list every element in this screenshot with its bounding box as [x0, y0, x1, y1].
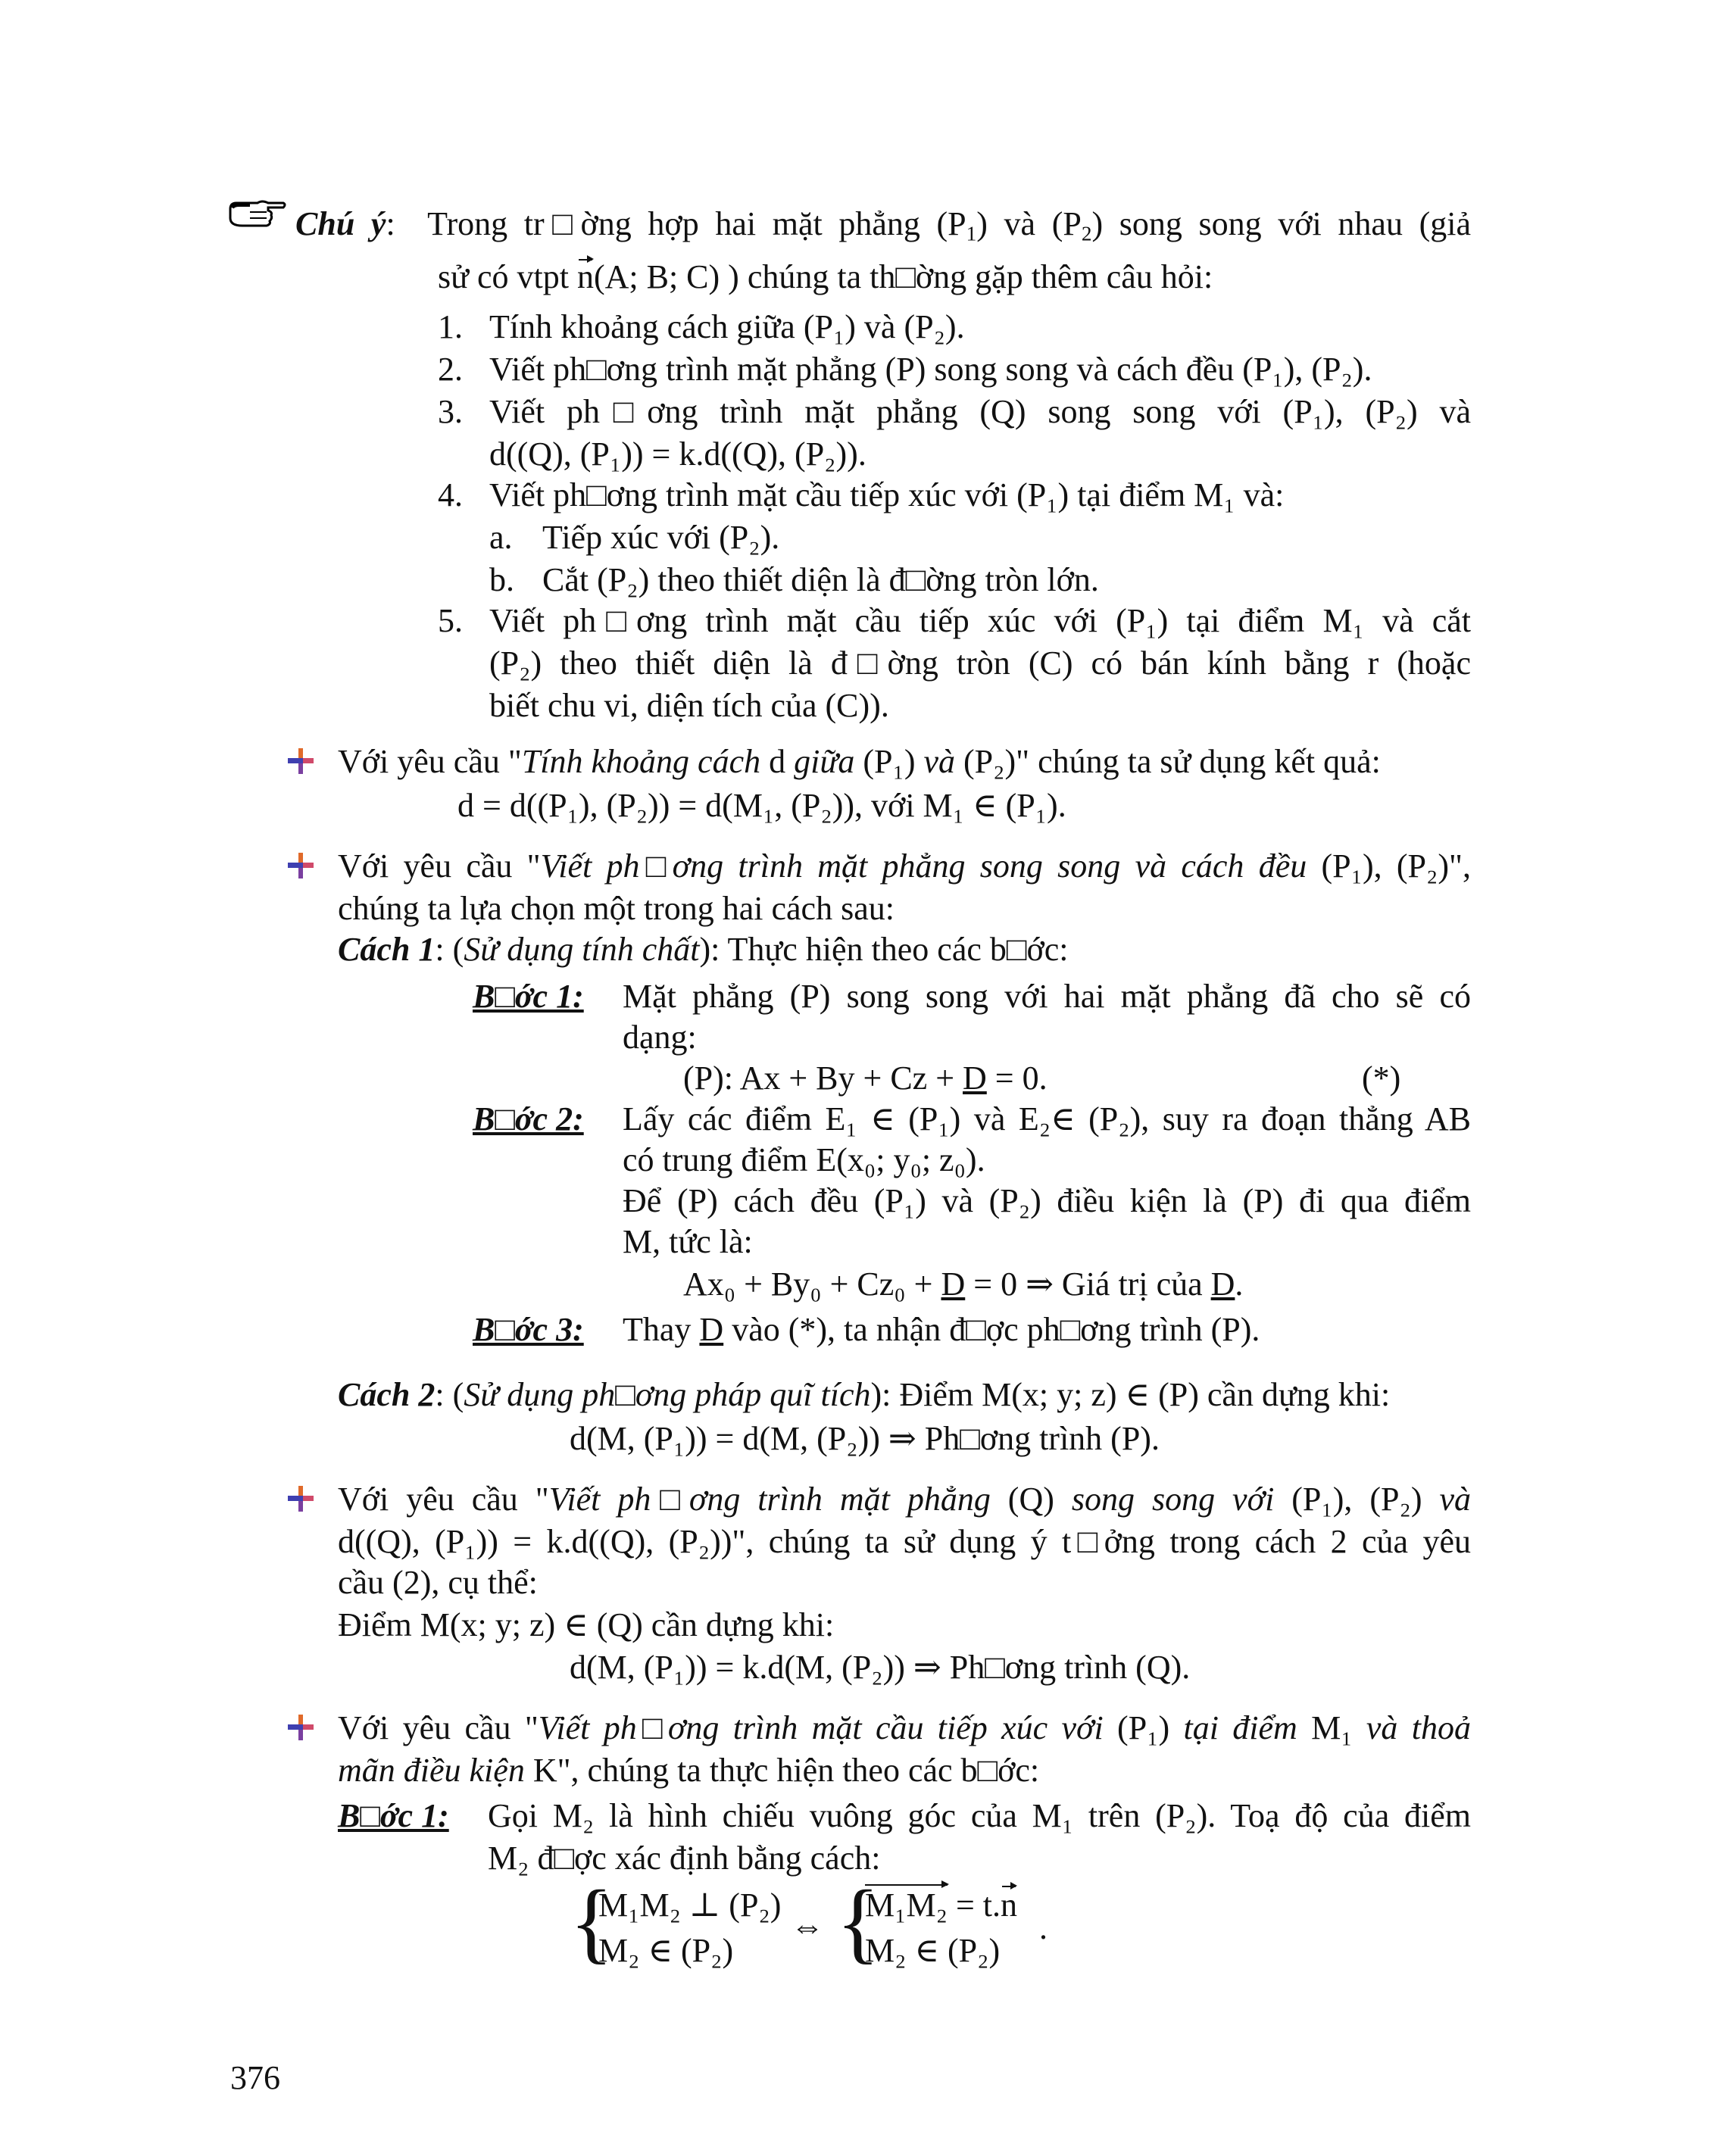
bullet-icon: [286, 1484, 315, 1513]
step-2-line-4: M, tức là:: [623, 1223, 753, 1260]
step-1-label: B□ớc 1:: [473, 978, 584, 1015]
normal-vector: n: [1001, 1883, 1017, 1928]
step-1-line-2: dạng:: [623, 1019, 697, 1056]
note-line-1: Chú ý: Trong tr□ờng hợp hai mặt phẳng $(P_1)$ và $(P_2)$ song song với nhau (giả: [295, 205, 1471, 245]
note-line-2: sử có vtpt n(A; B; C) ) chúng ta th□ờng gặp thêm câu hỏi:: [438, 256, 1213, 298]
section-3-line-2: d((Q), (P₁)) = k.d((Q), (P₂))", chúng ta sử dụng ý t□ởng trong cách 2 của yêu: [338, 1523, 1471, 1560]
list-item-5-line-1: Viết ph□ơng trình mặt cầu tiếp xúc với (P₁) tại điểm M₁ và cắt: [489, 602, 1471, 639]
list-number-2: 2.: [438, 351, 463, 388]
section-1-formula: d = d((P₁), (P₂)) = d(M₁, (P₂)), với M₁ ∈ (P₁).: [457, 787, 1066, 824]
left-brace-2: {: [836, 1871, 880, 1972]
method-2-heading: Cách 2: (Sử dụng ph□ơng pháp quĩ tích): Điểm M(x; y; z) ∈ (P) cần dựng khi:: [338, 1376, 1391, 1413]
method-1-heading: Cách 1: (Sử dụng tính chất): Thực hiện theo các b□ớc:: [338, 931, 1069, 968]
section-4-step-1-line-2: M₂ đ□ợc xác định bằng cách:: [488, 1840, 881, 1877]
list-item-5-line-2: (P₂) theo thiết diện là đ□ờng tròn (C) có bán kính bằng r (hoặc: [489, 644, 1471, 682]
system-2: M₁M₂ = t.n M₂ ∈ (P₂): [865, 1883, 1017, 1974]
list-number-5: 5.: [438, 602, 463, 639]
bullet-icon: [286, 747, 315, 775]
section-2-line-1: Với yêu cầu "Viết ph□ơng trình mặt phẳng song song và cách đều (P₁), (P₂)",: [338, 847, 1471, 885]
section-4-line-1: Với yêu cầu "Viết ph□ơng trình mặt cầu tiếp xúc với (P₁) tại điểm M₁ và thoả: [338, 1709, 1471, 1746]
section-4-step-1-label: B□ớc 1:: [338, 1797, 449, 1834]
section-3-line-4: Điểm M(x; y; z) ∈ (Q) cần dựng khi:: [338, 1606, 835, 1643]
normal-vector: n: [577, 256, 594, 298]
section-3-line-1: Với yêu cầu "Viết ph□ơng trình mặt phẳng (Q) song song với (P₁), (P₂) và: [338, 1481, 1471, 1518]
list-item-2: Viết ph□ơng trình mặt phẳng (P) song song và cách đều (P₁), (P₂).: [489, 351, 1372, 388]
list-item-3-line-2: d((Q), (P₁)) = k.d((Q), (P₂)).: [489, 435, 866, 473]
step-3-line-1: Thay D vào (*), ta nhận đ□ợc ph□ơng trình (P).: [623, 1311, 1260, 1348]
step-2-line-1: Lấy các điểm E₁ ∈ (P₁) và E₂∈ (P₂), suy ra đoạn thẳng AB: [623, 1100, 1471, 1137]
step-3-label: B□ớc 3:: [473, 1311, 584, 1348]
m1m2-vector: M₁M₂: [865, 1883, 948, 1928]
system-end-dot: .: [1039, 1909, 1048, 1946]
list-number-3: 3.: [438, 393, 463, 430]
list-item-4a: Tiếp xúc với (P₂).: [542, 519, 780, 556]
note-label: Chú ý: [295, 205, 386, 242]
bullet-icon: [286, 851, 315, 880]
section-4-step-1-line-1: Gọi M₂ là hình chiếu vuông góc của M₁ trên (P₂). Toạ độ của điểm: [488, 1797, 1471, 1834]
page-number: 376: [230, 2059, 280, 2096]
step-1-equation: (P): Ax + By + Cz + D = 0.: [683, 1059, 1048, 1097]
list-item-4: Viết ph□ơng trình mặt cầu tiếp xúc với (P₁) tại điểm M₁ và:: [489, 476, 1285, 513]
section-2-line-2: chúng ta lựa chọn một trong hai cách sau:: [338, 890, 895, 927]
pointing-hand-icon: [227, 198, 288, 232]
method-2-equation: d(M, (P₁)) = d(M, (P₂)) ⇒ Ph□ơng trình (P).: [570, 1420, 1160, 1457]
list-item-1: Tính khoảng cách giữa (P₁) và (P₂).: [489, 308, 965, 345]
list-number-1: 1.: [438, 308, 463, 345]
list-item-4b: Cắt (P₂) theo thiết diện là đ□ờng tròn lớn.: [542, 561, 1099, 598]
bullet-icon: [286, 1713, 315, 1742]
section-3-line-3: cầu (2), cụ thể:: [338, 1564, 538, 1601]
list-item-5-line-3: biết chu vi, diện tích của (C)).: [489, 687, 889, 724]
equation-star-tag: (*): [1362, 1059, 1401, 1097]
list-item-3-line-1: Viết ph□ơng trình mặt phẳng (Q) song song với (P₁), (P₂) và: [489, 393, 1471, 430]
equivalence-symbol: ⇔: [791, 1908, 824, 1945]
list-letter-b: b.: [489, 561, 514, 598]
list-number-4: 4.: [438, 476, 463, 513]
section-1-line-1: Với yêu cầu "Tính khoảng cách d giữa (P₁) và (P₂)" chúng ta sử dụng kết quả:: [338, 743, 1381, 780]
step-2-equation: Ax₀ + By₀ + Cz₀ + D = 0 ⇒ Giá trị của D.: [683, 1265, 1244, 1303]
step-2-line-3: Để (P) cách đều (P₁) và (P₂) điều kiện là (P) đi qua điểm: [623, 1182, 1471, 1219]
left-brace-1: {: [570, 1871, 614, 1972]
section-4-line-2: mãn điều kiện K", chúng ta thực hiện theo các b□ớc:: [338, 1752, 1040, 1789]
list-letter-a: a.: [489, 519, 513, 556]
section-3-equation: d(M, (P₁)) = k.d(M, (P₂)) ⇒ Ph□ơng trình (Q).: [570, 1649, 1191, 1686]
step-2-label: B□ớc 2:: [473, 1100, 584, 1137]
system-1: M₁M₂ ⊥ (P₂) M₂ ∈ (P₂): [598, 1886, 782, 1969]
step-1-line-1: Mặt phẳng (P) song song với hai mặt phẳng đã cho sẽ có: [623, 978, 1471, 1015]
step-2-line-2: có trung điểm E(x₀; y₀; z₀).: [623, 1141, 985, 1178]
